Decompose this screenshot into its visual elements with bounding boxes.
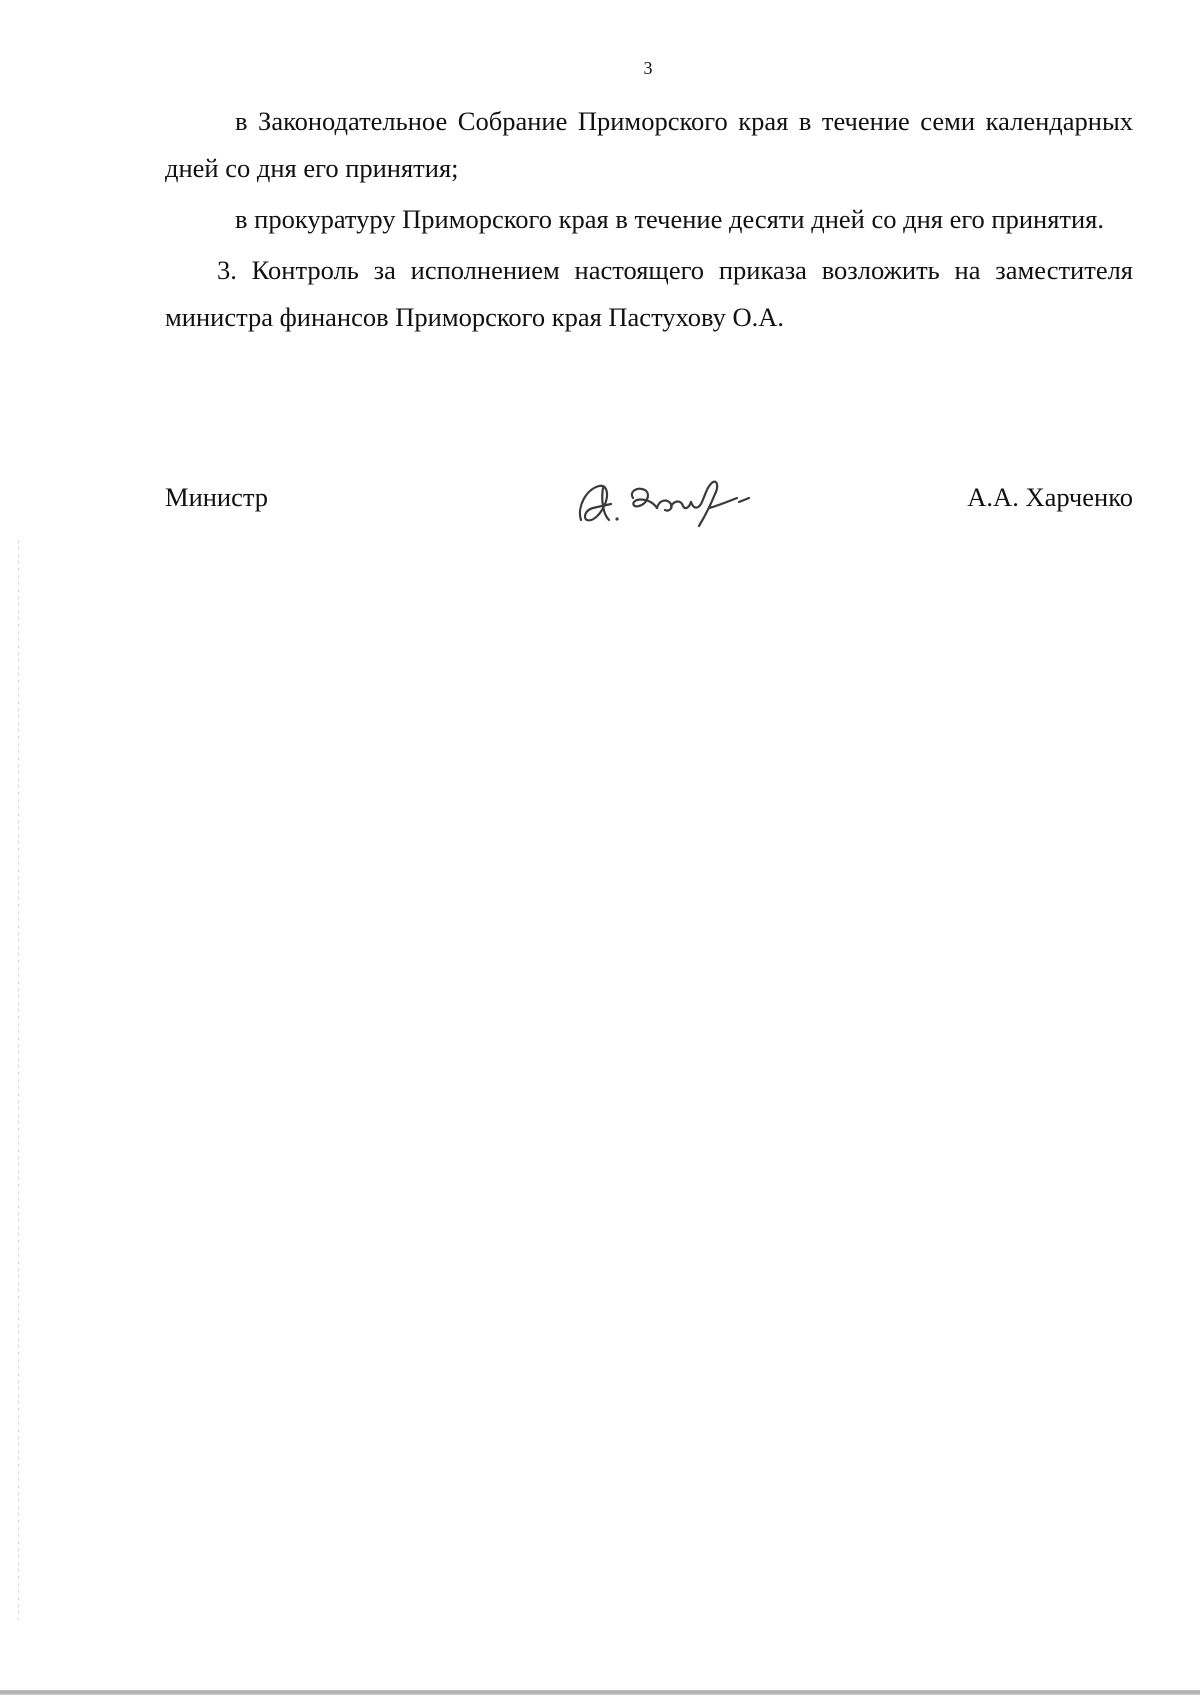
handwritten-signature [567, 468, 767, 534]
signature-block [165, 482, 1133, 542]
signer-name: А.А. Харченко [967, 482, 1133, 512]
document-body [165, 98, 1133, 345]
scan-edge-bottom [0, 1690, 1200, 1695]
signer-title: Министр [165, 482, 269, 512]
scan-edge-left [18, 540, 19, 1620]
page-number: 3 [643, 58, 653, 78]
paragraph-legislative-assembly: в Законодательное Собрание Приморского края в течение семи календарных дней со дня его принятия; [165, 106, 1133, 183]
paragraph-prosecutor: в прокуратуру Приморского края в течение десяти дней со дня его принятия. [235, 204, 1104, 234]
paragraph-control-clause: 3. Контроль за исполнением настоящего приказа возложить на заместителя министра финансов Приморского края Пастухову О.А. [165, 255, 1133, 332]
